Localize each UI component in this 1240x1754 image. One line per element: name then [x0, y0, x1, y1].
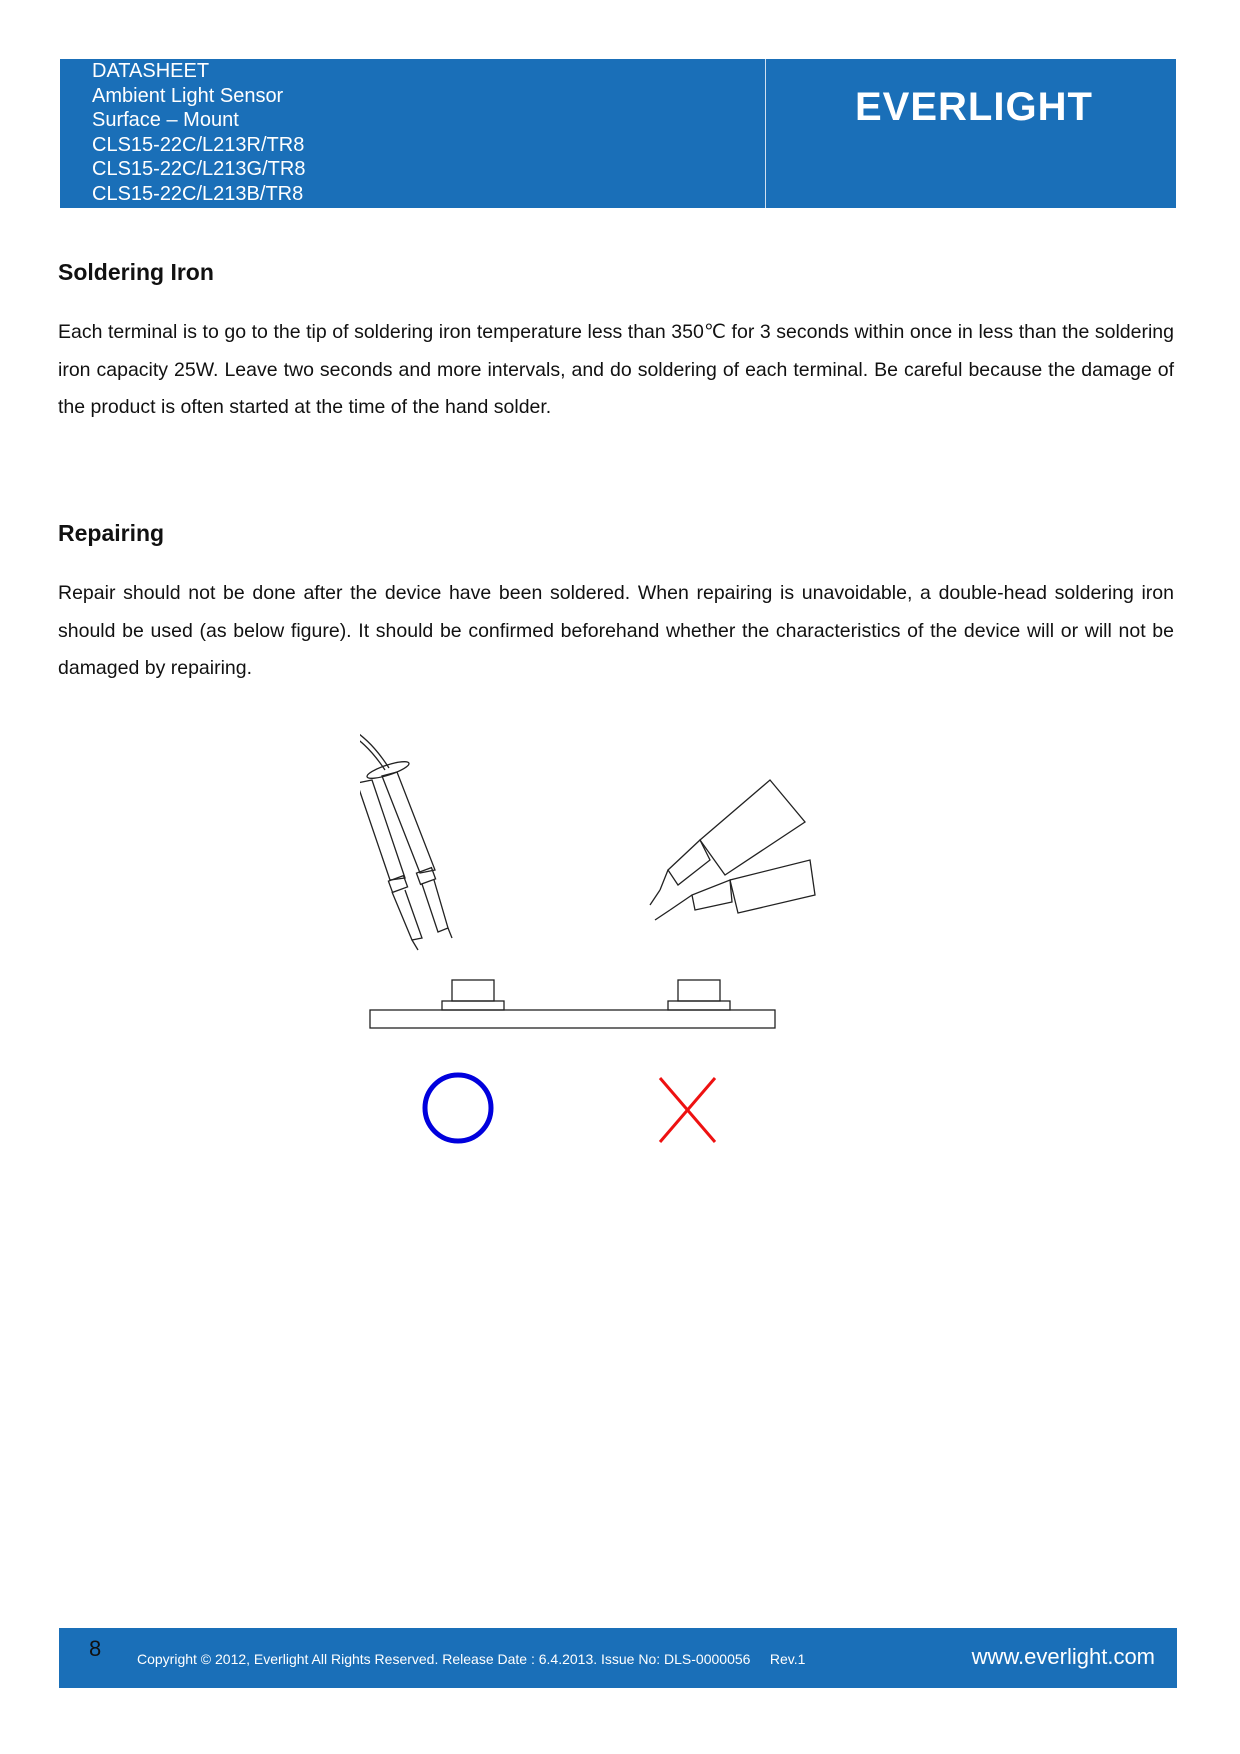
datasheet-header: [60, 59, 1176, 208]
header-line-product: Ambient Light Sensor: [92, 84, 284, 107]
component-left: [442, 1001, 504, 1010]
component-right: [668, 1001, 730, 1010]
header-line-part-g: CLS15-22C/L213G/TR8: [92, 158, 306, 180]
page-footer: [59, 1628, 1177, 1688]
everlight-logo: EVERLIGHT: [855, 85, 1093, 129]
header-divider: [765, 59, 766, 208]
header-line-mount: Surface – Mount: [92, 109, 239, 131]
page-number: 8: [89, 1636, 102, 1661]
soldering-iron-title: Soldering Iron: [58, 259, 214, 285]
correct-method-circle-icon: [425, 1075, 491, 1141]
repair-figure: [360, 710, 920, 1150]
repairing-title: Repairing: [58, 520, 165, 546]
header-line-part-b: CLS15-22C/L213B/TR8: [92, 182, 304, 205]
wrong-method-cross-icon: [660, 1078, 715, 1142]
soldering-iron-body: Each terminal is to go to the tip of soldering iron temperature less than 350℃ for 3 seconds within once in less than the soldering iron capacity 25W. Leave two seconds and more intervals, and do soldering of each terminal. Be careful because the damage of the product is often started at the time of the hand solder.: [58, 321, 1174, 418]
website-link[interactable]: www.everlight.com: [971, 1644, 1155, 1669]
copyright-notice: Copyright © 2012, Everlight All Rights Reserved. Release Date : 6.4.2013. Issue No: DLS-0000056 Rev.1: [137, 1651, 806, 1667]
repairing-body: Repair should not be done after the device have been soldered. When repairing is unavoidable, a double-head soldering iron should be used (as below figure). It should be confirmed beforehand whether the characteristics of the device will or will not be damaged by repairing.: [58, 582, 1174, 679]
single-irons-illustration: [650, 780, 815, 920]
pcb-board: [370, 1010, 775, 1028]
header-line-part-r: CLS15-22C/L213R/TR8: [92, 133, 305, 156]
header-line-doc-type: DATASHEET: [92, 60, 210, 82]
double-head-iron-illustration: [360, 716, 452, 950]
header-title-block: [92, 59, 305, 206]
